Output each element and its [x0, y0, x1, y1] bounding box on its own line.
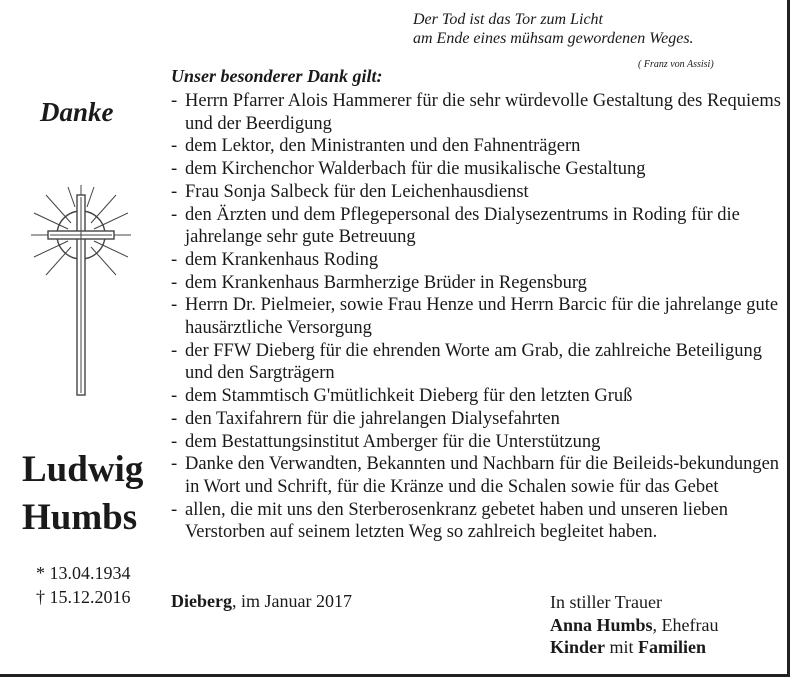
birth-date: * 13.04.1934 — [36, 563, 131, 583]
list-dash: - — [171, 295, 178, 316]
thanks-heading: Unser besonderer Dank gilt: — [171, 66, 383, 86]
list-dash: - — [171, 181, 178, 202]
list-dash: - — [171, 386, 178, 407]
quote-line-1: Der Tod ist das Tor zum Licht — [413, 11, 603, 28]
thanks-text: dem Bestattungsinstitut Amberger für die Unterstützung — [185, 431, 601, 452]
signature-block — [550, 591, 719, 659]
place-date — [171, 591, 352, 612]
wife-role: , Ehefrau — [652, 614, 719, 635]
place-name: Dieberg — [171, 591, 232, 611]
thanks-item — [171, 294, 790, 339]
thanks-item — [171, 385, 790, 408]
cross-icon — [26, 185, 136, 401]
with-label: mit — [605, 637, 639, 657]
list-dash: - — [171, 91, 178, 111]
thanks-item — [171, 431, 790, 454]
thanks-item — [171, 249, 790, 272]
thanks-text: dem Krankenhaus Roding — [185, 249, 379, 270]
thanks-item — [171, 135, 790, 158]
list-dash: - — [171, 499, 178, 520]
thanks-item — [171, 158, 790, 181]
thanks-text: dem Stammtisch G'mütlichkeit Dieberg für den letzten Gruß — [185, 386, 633, 407]
thanks-item — [171, 453, 790, 498]
list-dash: - — [171, 272, 178, 293]
date-text: , im Januar 2017 — [231, 591, 352, 611]
quote-line-2: am Ende eines mühsam gewordenen Weges. — [413, 30, 694, 47]
thanks-list — [171, 90, 790, 544]
thanks-item — [171, 408, 790, 431]
thanks-text: der FFW Dieberg für die ehrenden Worte am Grab, die zahlreiche Beteiligung und den Sargträgern — [185, 340, 762, 384]
thanks-item — [171, 340, 790, 385]
mourning-line: In stiller Trauer — [550, 592, 662, 612]
death-date: † 15.12.2016 — [36, 587, 131, 607]
thanks-text: den Ärzten und dem Pflegepersonal des Dialysezentrums in Roding für die jahrelange sehr gute Betreuung — [185, 204, 740, 248]
list-dash: - — [171, 454, 178, 475]
thanks-text: dem Krankenhaus Barmherzige Brüder in Regensburg — [185, 272, 587, 293]
family-line — [550, 636, 719, 659]
thanks-item — [171, 204, 790, 249]
deceased-first-name: Ludwig — [22, 449, 144, 490]
thanks-text: Herrn Dr. Pielmeier, sowie Frau Henze und Herrn Barcic für die jahrelange gute hausärztliche Versorgung — [185, 295, 779, 339]
thanks-item — [171, 90, 790, 135]
thanks-text: Herrn Pfarrer Alois Hammerer für die sehr würdevolle Gestaltung des Requiems und der Beerdigung — [185, 91, 781, 134]
wife-line — [550, 614, 719, 637]
thanks-text: allen, die mit uns den Sterberosenkranz gebetet haben und unseren lieben Verstorben auf seinem letzten Weg so zahlreich begleitet haben. — [185, 499, 728, 543]
list-dash: - — [171, 408, 178, 429]
deceased-last-name: Humbs — [22, 497, 138, 538]
list-dash: - — [171, 136, 178, 157]
list-dash: - — [171, 340, 178, 361]
danke-title: Danke — [40, 97, 114, 127]
list-dash: - — [171, 159, 178, 180]
list-dash: - — [171, 431, 178, 452]
thanks-text: dem Kirchenchor Walderbach für die musikalische Gestaltung — [185, 159, 646, 180]
thanks-text: Frau Sonja Salbeck für den Leichenhausdienst — [185, 181, 529, 202]
thanks-item — [171, 272, 790, 295]
families-label: Familien — [638, 637, 707, 657]
list-dash: - — [171, 204, 178, 225]
quote-source: ( Franz von Assisi) — [638, 59, 714, 70]
thanks-item — [171, 499, 790, 544]
list-dash: - — [171, 249, 178, 270]
thanks-text: dem Lektor, den Ministranten und den Fahnenträgern — [185, 136, 581, 157]
children-label: Kinder — [550, 637, 606, 657]
thanks-text: den Taxifahrern für die jahrelangen Dialysefahrten — [185, 408, 560, 429]
thanks-text: Danke den Verwandten, Bekannten und Nachbarn für die Beileids-bekundungen in Wort und Schrift, für die Kränze und die Schalen sowie für das Gebet — [185, 454, 780, 497]
wife-name: Anna Humbs — [550, 614, 653, 635]
thanks-item — [171, 181, 790, 204]
epitaph-quote — [413, 10, 694, 48]
